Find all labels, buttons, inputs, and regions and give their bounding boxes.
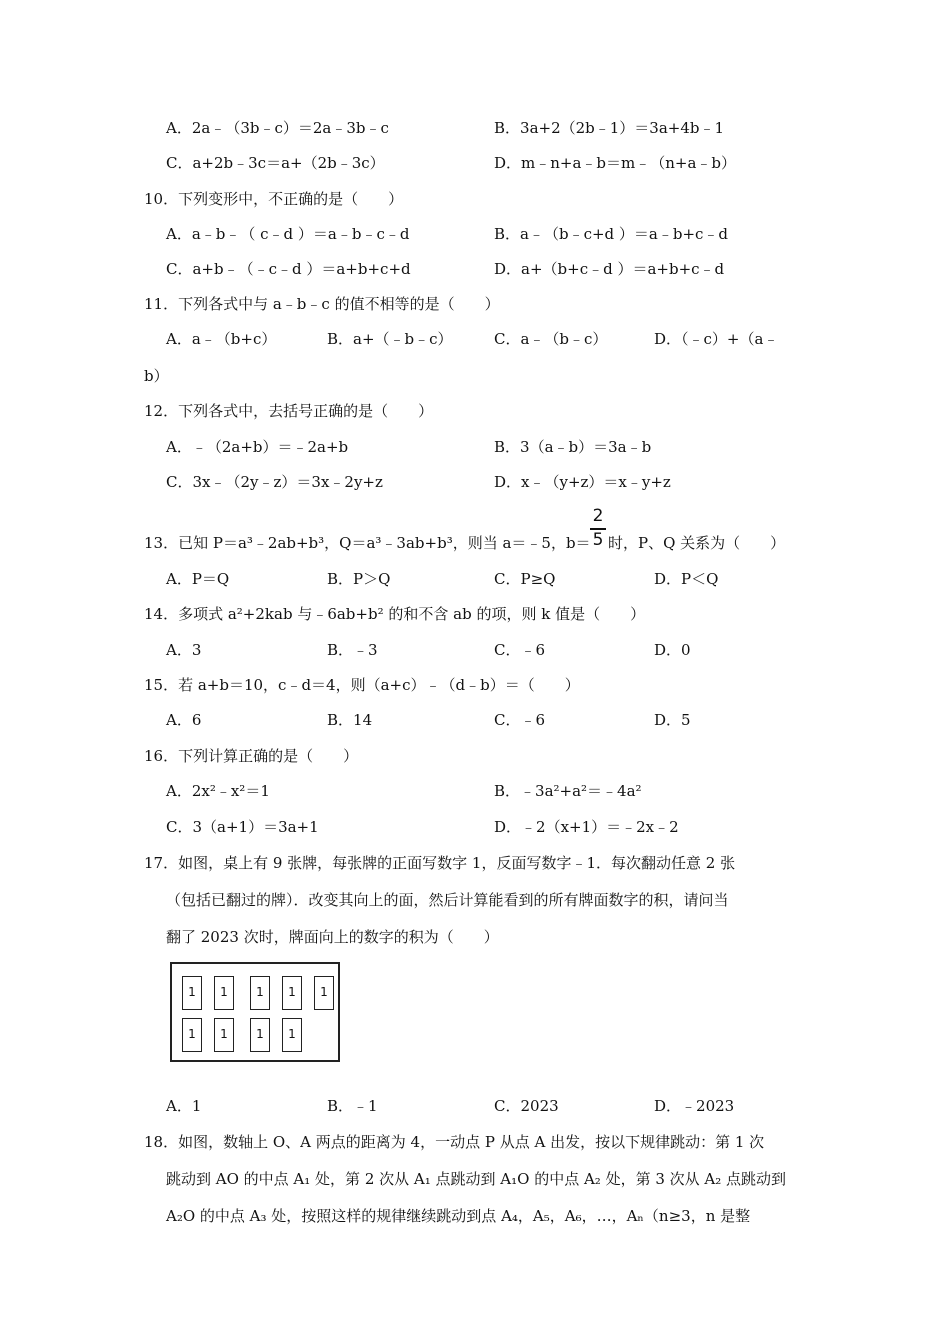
card: 1 [214,976,234,1010]
q16-stem: 16．下列计算正确的是（ ） [144,747,359,765]
q11-option-b: B．a+（﹣b﹣c） [327,330,453,348]
q13-option-c: C．P≥Q [494,570,556,588]
card: 1 [314,976,334,1010]
q11-option-c: C．a﹣（b﹣c） [494,330,608,348]
q14-stem: 14．多项式 a²+2kab 与﹣6ab+b² 的和不含 ab 的项，则 k 值是（ ） [144,605,646,623]
q12-option-d: D．x﹣（y+z）＝x﹣y+z [494,473,671,491]
q11-option-a: A．a﹣（b+c） [166,330,277,348]
q13-option-b: B．P＞Q [327,570,391,588]
card: 1 [282,976,302,1010]
q15-option-c: C．﹣6 [494,711,546,729]
q15-option-b: B．14 [327,711,373,729]
q18-stem-line-2: 跳动到 AO 的中点 A₁ 处，第 2 次从 A₁ 点跳动到 A₁O 的中点 A₂ 处，第 3 次从 A₂ 点跳动到 [166,1170,787,1188]
card: 1 [182,1018,202,1052]
q17-stem-line-1: 17．如图，桌上有 9 张牌，每张牌的正面写数字 1，反面写数字﹣1．每次翻动任意 2 张 [144,854,736,872]
q13-fraction-numerator: 2 [592,506,604,526]
q16-option-d: D．﹣2（x+1）＝﹣2x﹣2 [494,818,679,836]
q16-option-c: C．3（a+1）＝3a+1 [166,818,319,836]
q13-fraction-denominator: 5 [592,530,604,550]
q17-option-c: C．2023 [494,1097,559,1115]
q17-option-a: A．1 [166,1097,202,1115]
q17-stem-line-2: （包括已翻过的牌）．改变其向上的面，然后计算能看到的所有牌面数字的积，请问当 [166,891,729,909]
q10-option-d: D．a+（b+c﹣d ）＝a+b+c﹣d [494,260,725,278]
q18-stem-line-1: 18．如图，数轴上 O、A 两点的距离为 4，一动点 P 从点 A 出发，按以下规律跳动：第 1 次 [144,1133,765,1151]
q10-option-c: C．a+b﹣（﹣c﹣d ）＝a+b+c+d [166,260,411,278]
q10-stem: 10．下列变形中，不正确的是（ ） [144,190,404,208]
q11-stem: 11．下列各式中与 a﹣b﹣c 的值不相等的是（ ） [144,295,500,313]
q12-option-b: B．3（a﹣b）＝3a﹣b [494,438,652,456]
q18-stem-line-3: A₂O 的中点 A₃ 处，按照这样的规律继续跳动到点 A₄，A₅，A₆，…，Aₙ（n≥3，n 是整 [166,1207,751,1225]
q16-option-b: B．﹣3a²+a²＝﹣4a² [494,782,642,800]
q11-option-d-continuation: b） [144,367,169,385]
q17-stem-line-3: 翻了 2023 次时，牌面向上的数字的积为（ ） [166,928,499,946]
q12-option-a: A．﹣（2a+b）＝﹣2a+b [166,438,349,456]
q13-option-a: A．P＝Q [166,570,230,588]
q10-option-a: A．a﹣b﹣（ c﹣d ）＝a﹣b﹣c﹣d [166,225,410,243]
q9-option-c: C．a+2b﹣3c＝a+（2b﹣3c） [166,154,385,172]
q11-option-d: D．（﹣c）+（a﹣ [654,330,779,348]
q16-option-a: A．2x²﹣x²＝1 [166,782,270,800]
q13-option-d: D．P＜Q [654,570,719,588]
q9-option-a: A．2a﹣（3b﹣c）＝2a﹣3b﹣c [166,119,389,137]
q9-option-b: B．3a+2（2b﹣1）＝3a+4b﹣1 [494,119,725,137]
q14-option-d: D．0 [654,641,691,659]
q17-option-d: D．﹣2023 [654,1097,735,1115]
q9-option-d: D．m﹣n+a﹣b＝m﹣（n+a﹣b） [494,154,737,172]
card: 1 [214,1018,234,1052]
card: 1 [250,1018,270,1052]
q13-stem-post: 时，P、Q 关系为（ ） [608,534,786,552]
q10-option-b: B．a﹣（b﹣c+d ）＝a﹣b+c﹣d [494,225,729,243]
q15-option-d: D．5 [654,711,691,729]
card: 1 [182,976,202,1010]
card: 1 [282,1018,302,1052]
q14-option-c: C．﹣6 [494,641,546,659]
q12-stem: 12．下列各式中，去括号正确的是（ ） [144,402,434,420]
card-table-figure [170,962,340,1062]
q15-stem: 15．若 a+b＝10，c﹣d＝4，则（a+c）﹣（d﹣b）＝（ ） [144,676,580,694]
q12-option-c: C．3x﹣（2y﹣z）＝3x﹣2y+z [166,473,383,491]
q17-option-b: B．﹣1 [327,1097,378,1115]
card: 1 [250,976,270,1010]
q14-option-a: A．3 [166,641,202,659]
q14-option-b: B．﹣3 [327,641,378,659]
q13-stem-pre: 13．已知 P＝a³﹣2ab+b³，Q＝a³﹣3ab+b³，则当 a＝﹣5，b＝ [144,534,591,552]
q15-option-a: A．6 [166,711,202,729]
